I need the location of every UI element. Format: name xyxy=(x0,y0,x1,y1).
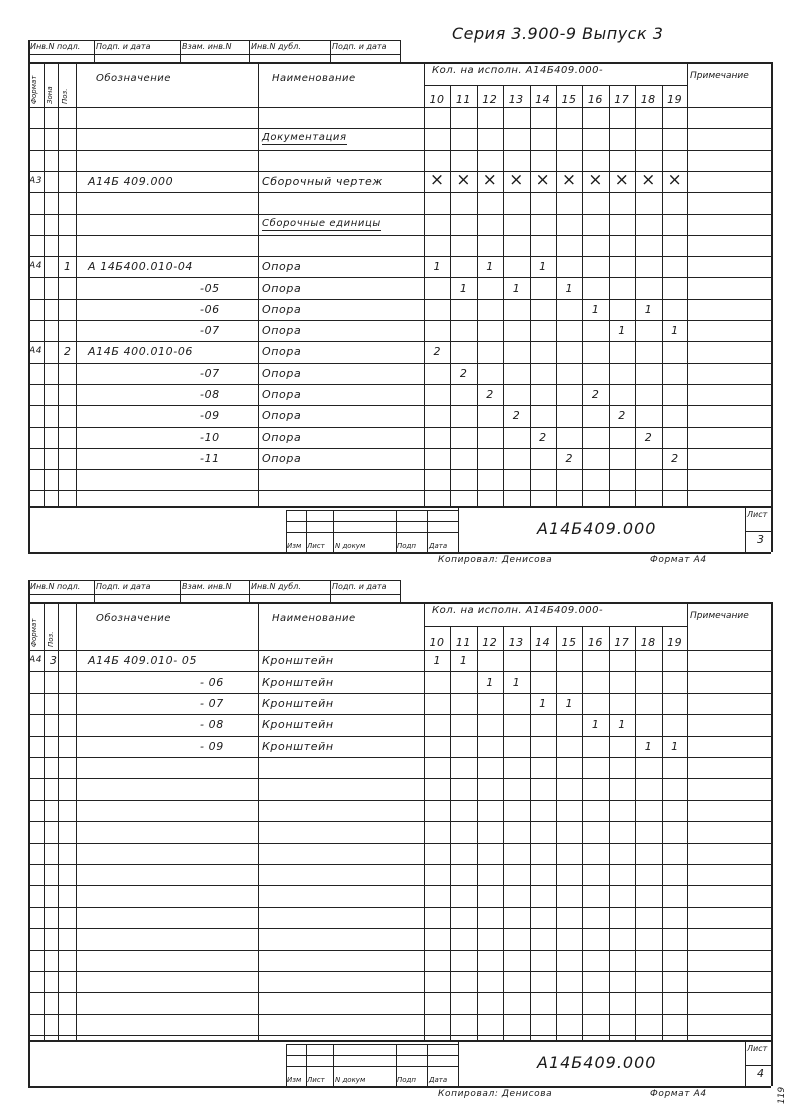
grid-line xyxy=(28,821,771,822)
grid-line xyxy=(286,1044,458,1045)
grid-line xyxy=(180,580,181,602)
sheet-number: 3 xyxy=(757,533,764,546)
row-designation: -08 xyxy=(200,388,220,402)
grid-line xyxy=(458,1040,459,1086)
execution-number: 16 xyxy=(587,93,603,106)
execution-number: 13 xyxy=(508,636,524,649)
row-quantity: 1 xyxy=(486,260,494,274)
execution-number: 15 xyxy=(561,93,577,106)
grid-line xyxy=(286,1066,458,1067)
row-name: Опора xyxy=(262,366,302,380)
column-header-pos: Поз. xyxy=(47,631,55,647)
column-header-quantity: Кол. на исполн. А14Б409.000- xyxy=(432,65,604,76)
row-name: Опора xyxy=(262,388,302,402)
footer-label: Изм xyxy=(287,1076,302,1084)
row-name: Кронштейн xyxy=(262,675,334,689)
row-quantity: 1 xyxy=(433,260,441,274)
grid-line xyxy=(745,506,746,552)
column-header-format: Формат xyxy=(30,618,38,647)
row-quantity: 2 xyxy=(618,409,626,423)
grid-line xyxy=(28,341,771,342)
grid-line xyxy=(503,85,504,507)
document-number: А14Б409.000 xyxy=(537,519,657,538)
row-designation: - 08 xyxy=(200,718,224,732)
grid-line xyxy=(28,128,771,129)
grid-line xyxy=(28,469,771,470)
grid-line xyxy=(28,40,30,552)
row-name: Опора xyxy=(262,281,302,295)
grid-line xyxy=(450,626,451,1040)
row-name: Опора xyxy=(262,302,302,316)
row-quantity: × xyxy=(429,170,445,191)
execution-number: 18 xyxy=(640,93,656,106)
row-name: Опора xyxy=(262,260,302,274)
grid-line xyxy=(333,510,334,552)
grid-line xyxy=(400,40,401,62)
grid-line xyxy=(28,448,771,449)
grid-line xyxy=(28,671,771,672)
grid-line xyxy=(530,626,531,1040)
footer-label: Дата xyxy=(429,542,448,550)
row-name: Опора xyxy=(262,324,302,338)
grid-line xyxy=(28,693,771,694)
row-designation: А14Б 409.000 xyxy=(88,175,174,189)
row-quantity: 1 xyxy=(459,281,467,295)
grid-line xyxy=(28,864,771,865)
grid-line xyxy=(94,40,95,62)
grid-line xyxy=(609,626,610,1040)
execution-number: 19 xyxy=(667,93,683,106)
grid-line xyxy=(249,580,250,602)
column-header-designation: Обозначение xyxy=(96,73,171,84)
row-name: Сборочные единицы xyxy=(262,217,381,229)
row-designation: -06 xyxy=(200,302,220,316)
grid-line xyxy=(28,907,771,908)
row-quantity: 2 xyxy=(512,409,520,423)
row-designation: -05 xyxy=(200,281,220,295)
row-position: 2 xyxy=(64,345,72,359)
grid-line xyxy=(400,580,401,602)
row-designation: -10 xyxy=(200,430,220,444)
sheet-number: 4 xyxy=(757,1067,764,1080)
row-quantity: × xyxy=(561,170,577,191)
column-header-note: Примечание xyxy=(690,611,749,621)
grid-line xyxy=(450,85,451,507)
grid-line xyxy=(28,40,400,41)
stamp-label: Подп. и дата xyxy=(332,582,387,591)
row-quantity: × xyxy=(614,170,629,191)
grid-line xyxy=(745,531,771,532)
column-header-designation: Обозначение xyxy=(96,613,171,624)
grid-line xyxy=(427,1044,428,1086)
row-quantity: 1 xyxy=(539,697,547,710)
row-quantity: 1 xyxy=(591,302,599,316)
stamp-label: Инв.N дубл. xyxy=(251,42,301,51)
grid-line xyxy=(28,800,771,801)
row-quantity: × xyxy=(641,170,656,191)
stamp-label: Подп. и дата xyxy=(96,582,151,591)
grid-line xyxy=(28,778,771,779)
row-quantity: 2 xyxy=(433,345,441,359)
grid-line xyxy=(28,214,771,215)
row-quantity: 2 xyxy=(565,451,573,465)
grid-line xyxy=(28,1035,771,1036)
row-format: А3 xyxy=(29,176,43,187)
grid-line xyxy=(286,521,458,522)
grid-line xyxy=(28,602,771,604)
row-name: Документация xyxy=(262,132,347,144)
grid-line xyxy=(28,950,771,951)
execution-number: 11 xyxy=(455,93,471,106)
row-designation: -07 xyxy=(200,366,220,380)
grid-line xyxy=(286,1055,458,1056)
grid-line xyxy=(28,506,771,508)
grid-line xyxy=(771,62,773,552)
specification-sheet-4 xyxy=(0,566,800,1114)
grid-line xyxy=(28,580,400,581)
row-designation: А14Б 400.010-06 xyxy=(88,345,194,359)
grid-line xyxy=(28,594,400,595)
grid-line xyxy=(330,40,331,62)
row-quantity: 1 xyxy=(618,324,626,338)
execution-number: 12 xyxy=(482,93,498,106)
footer-label: N докум xyxy=(335,1076,366,1084)
grid-line xyxy=(745,1065,771,1066)
row-quantity: 1 xyxy=(433,654,441,668)
row-name: Кронштейн xyxy=(262,654,334,668)
grid-line xyxy=(94,580,95,602)
grid-line xyxy=(28,1040,771,1042)
row-quantity: 2 xyxy=(486,388,494,402)
grid-line xyxy=(28,1086,771,1088)
grid-line xyxy=(28,235,771,236)
execution-number: 17 xyxy=(614,636,630,649)
row-quantity: 1 xyxy=(459,654,467,668)
grid-line xyxy=(28,192,771,193)
grid-line xyxy=(556,626,557,1040)
stamp-label: Инв.N дубл. xyxy=(251,582,301,591)
grid-line xyxy=(333,1044,334,1086)
execution-number: 16 xyxy=(587,636,603,649)
row-quantity: 1 xyxy=(671,324,679,338)
grid-line xyxy=(28,384,771,385)
grid-line xyxy=(635,85,636,507)
row-name: Кронштейн xyxy=(262,697,334,710)
footer-label: Дата xyxy=(429,1076,448,1084)
copied-by: Копировал: Денисова xyxy=(438,1089,553,1099)
footer-label: Лист xyxy=(307,1076,325,1084)
grid-line xyxy=(28,405,771,406)
grid-line xyxy=(28,971,771,972)
row-designation: - 07 xyxy=(200,697,224,710)
grid-line xyxy=(28,843,771,844)
row-name: Опора xyxy=(262,409,302,423)
sheet-label: Лист xyxy=(747,1044,768,1053)
execution-number: 19 xyxy=(667,636,683,649)
row-quantity: 1 xyxy=(512,675,520,689)
execution-number: 11 xyxy=(455,636,471,649)
grid-line xyxy=(662,85,663,507)
row-quantity: 1 xyxy=(565,281,573,295)
grid-line xyxy=(180,40,181,62)
grid-line xyxy=(635,626,636,1040)
grid-line xyxy=(28,256,771,257)
grid-line xyxy=(28,757,771,758)
execution-number: 10 xyxy=(429,636,445,649)
row-designation: А 14Б400.010-04 xyxy=(88,260,194,274)
grid-line xyxy=(28,736,771,737)
grid-line xyxy=(28,54,400,55)
stamp-label: Подп. и дата xyxy=(96,42,151,51)
column-header-quantity: Кол. на исполн. А14Б409.000- xyxy=(432,605,604,616)
series-header: Серия 3.900-9 Выпуск 3 xyxy=(452,24,664,43)
grid-line xyxy=(662,626,663,1040)
stamp-label: Инв.N подл. xyxy=(30,42,81,51)
execution-number: 15 xyxy=(561,636,577,649)
grid-line xyxy=(745,1040,746,1086)
column-header-zone: Зона xyxy=(46,86,54,104)
row-quantity: × xyxy=(535,170,550,191)
format-label: Формат А4 xyxy=(650,555,707,565)
row-position: 1 xyxy=(64,260,72,274)
stamp-label: Подп. и дата xyxy=(332,42,387,51)
row-name: Кронштейн xyxy=(262,718,334,732)
row-format: А4 xyxy=(29,655,43,666)
format-label: Формат А4 xyxy=(650,1089,707,1099)
grid-line xyxy=(28,107,771,108)
grid-line xyxy=(330,580,331,602)
row-position: 3 xyxy=(50,654,58,668)
row-format: А4 xyxy=(29,346,43,357)
grid-line xyxy=(609,85,610,507)
row-designation: - 09 xyxy=(200,739,224,753)
column-header-name: Наименование xyxy=(272,613,356,624)
row-designation: -11 xyxy=(200,451,220,465)
execution-number: 12 xyxy=(482,636,498,649)
grid-line xyxy=(28,320,771,321)
execution-number: 13 xyxy=(508,93,524,106)
grid-line xyxy=(28,1014,771,1015)
row-quantity: × xyxy=(456,170,471,191)
grid-line xyxy=(286,510,458,511)
column-header-name: Наименование xyxy=(272,73,356,84)
sheet-label: Лист xyxy=(747,510,768,519)
execution-number: 10 xyxy=(429,93,445,106)
row-quantity: 2 xyxy=(644,430,652,444)
grid-line xyxy=(28,552,771,554)
grid-line xyxy=(477,85,478,507)
stamp-label: Взам. инв.N xyxy=(182,582,232,591)
execution-number: 14 xyxy=(535,93,551,106)
row-quantity: 1 xyxy=(539,260,547,274)
copied-by: Копировал: Денисова xyxy=(438,555,553,565)
row-name: Опора xyxy=(262,451,302,465)
row-designation: А14Б 409.010- 05 xyxy=(88,654,198,668)
stamp-label: Взам. инв.N xyxy=(182,42,232,51)
row-quantity: 1 xyxy=(512,281,520,295)
footer-label: Подп xyxy=(397,1076,416,1084)
grid-line xyxy=(530,85,531,507)
row-designation: -07 xyxy=(200,324,220,338)
column-header-note: Примечание xyxy=(690,71,749,81)
row-name: Кронштейн xyxy=(262,739,334,753)
column-header-format: Формат xyxy=(30,75,38,104)
grid-line xyxy=(28,62,771,64)
row-quantity: 1 xyxy=(644,302,652,316)
row-quantity: 2 xyxy=(539,430,547,444)
grid-line xyxy=(771,602,773,1086)
grid-line xyxy=(427,510,428,552)
row-designation: -09 xyxy=(200,409,220,423)
grid-line xyxy=(286,532,458,533)
row-quantity: 1 xyxy=(618,718,626,732)
row-quantity: 2 xyxy=(591,388,599,402)
grid-line xyxy=(582,626,583,1040)
row-quantity: 1 xyxy=(671,739,679,753)
row-quantity: × xyxy=(588,170,603,191)
grid-line xyxy=(477,626,478,1040)
grid-line xyxy=(503,626,504,1040)
grid-line xyxy=(458,506,459,552)
row-quantity: 1 xyxy=(644,739,652,753)
grid-line xyxy=(28,363,771,364)
grid-line xyxy=(28,714,771,715)
grid-line xyxy=(556,85,557,507)
side-page-number: 119 xyxy=(777,1086,787,1104)
row-format: А4 xyxy=(29,261,43,272)
row-designation: - 06 xyxy=(200,675,224,689)
grid-line xyxy=(28,427,771,428)
row-name: Сборочный чертеж xyxy=(262,175,383,189)
footer-label: Лист xyxy=(307,542,325,550)
grid-line xyxy=(28,490,771,491)
grid-line xyxy=(582,85,583,507)
row-quantity: 1 xyxy=(565,697,573,710)
grid-line xyxy=(28,277,771,278)
grid-line xyxy=(28,650,771,651)
row-quantity: 2 xyxy=(459,366,467,380)
footer-label: Подп xyxy=(397,542,416,550)
grid-line xyxy=(28,992,771,993)
column-header-pos: Поз. xyxy=(61,88,69,104)
row-quantity: × xyxy=(667,170,682,191)
grid-line xyxy=(28,299,771,300)
footer-label: N докум xyxy=(335,542,366,550)
grid-line xyxy=(28,885,771,886)
row-name: Опора xyxy=(262,345,302,359)
grid-line xyxy=(28,928,771,929)
row-name: Опора xyxy=(262,430,302,444)
execution-number: 17 xyxy=(614,93,630,106)
row-quantity: 2 xyxy=(671,451,679,465)
document-number: А14Б409.000 xyxy=(537,1053,657,1072)
row-quantity: 1 xyxy=(486,675,494,689)
row-quantity: × xyxy=(482,170,497,191)
grid-line xyxy=(249,40,250,62)
execution-number: 18 xyxy=(640,636,656,649)
footer-label: Изм xyxy=(287,542,302,550)
row-quantity: 1 xyxy=(591,718,599,732)
execution-number: 14 xyxy=(535,636,551,649)
stamp-label: Инв.N подл. xyxy=(30,582,81,591)
grid-line xyxy=(28,150,771,151)
row-quantity: × xyxy=(509,170,524,191)
